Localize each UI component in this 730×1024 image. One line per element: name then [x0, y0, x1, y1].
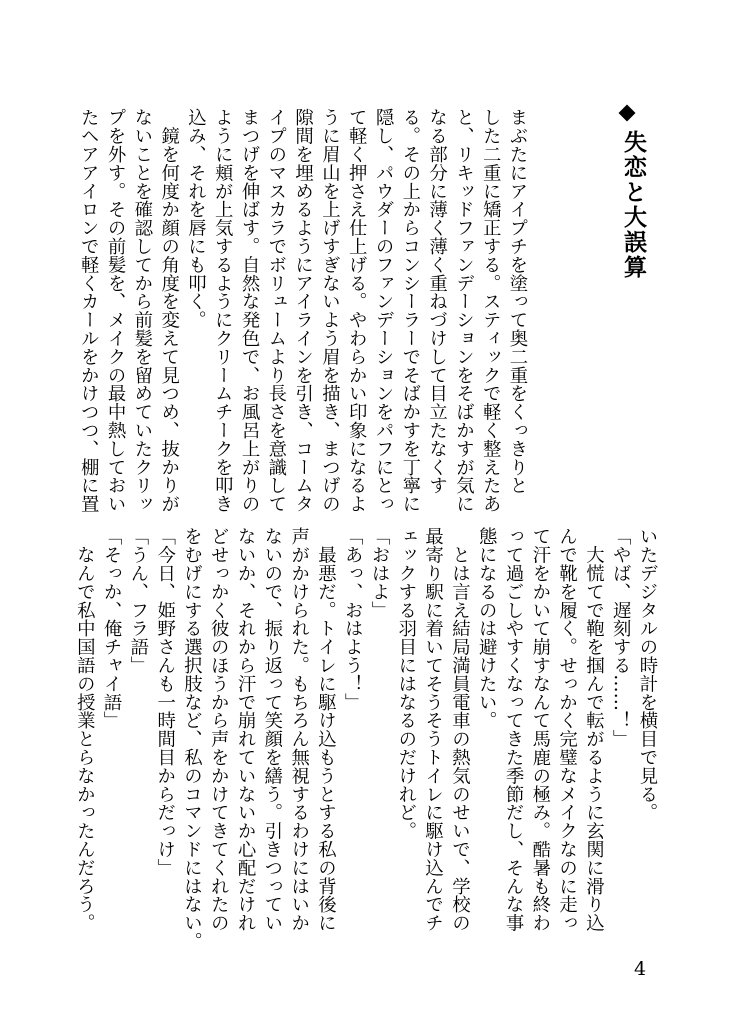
- text-line: 声がかけられた。もちろん無視するわけにはいか: [288, 527, 310, 932]
- page-number: 4: [633, 958, 647, 980]
- text-line: ェックする羽目にはなるのだけれど。: [395, 527, 417, 840]
- text-line: って過ごしやすくなってきた季節だし、そんな事: [503, 527, 525, 932]
- text-line: て汗をかいて崩すなんて馬鹿の極み。酷暑も終わ: [529, 527, 551, 932]
- text-line: 「そっか、俺チャイ語」: [101, 527, 123, 730]
- text-line: 「今日、姫野さんも一時間目からだっけ」: [154, 527, 176, 877]
- text-line: る。その上からコンシーラーでそばかすを丁寧に: [399, 108, 421, 513]
- text-line: たヘアアイロンで軽くカールをかけつつ、棚に置: [78, 108, 100, 513]
- text-line: 込み、それを唇にも叩く。: [185, 108, 207, 329]
- text-block-bottom: [74, 527, 660, 951]
- text-line: まぶたにアイプチを塗って奥二重をくっきりと: [507, 108, 528, 495]
- section-title: 失恋と大誤算: [620, 130, 647, 280]
- text-line: なる部分に薄く薄く重ねづけして目立たなくす: [426, 108, 448, 495]
- text-block-top: [78, 108, 530, 513]
- text-line: まつげを伸ばす。自然な発色で、お風呂上がりの: [239, 108, 261, 513]
- text-line: て軽く押さえ仕上げる。やわらかい印象になるよ: [346, 108, 368, 513]
- text-line: ように頬が上気するようにクリームチークを叩き: [212, 108, 234, 513]
- text-line: 「おはよ」: [369, 527, 391, 619]
- text-line: 隠し、パウダーのファンデーションをパフにとっ: [373, 108, 395, 513]
- text-line: 大慌てで鞄を掴んで転がるように玄関に滑り込: [583, 527, 605, 932]
- text-line: とは言え結局満員電車の熱気のせいで、学校の: [449, 527, 471, 932]
- diamond-bullet-icon: [619, 105, 636, 122]
- text-line: 最悪だ。トイレに駆け込もうとする私の背後に: [315, 527, 337, 932]
- text-line: をむげにする選択肢など、私のコマンドにはない。: [181, 527, 203, 951]
- text-line: いたデジタルの時計を横目で見る。: [637, 527, 658, 822]
- text-line: 隙間を埋めるようにアイラインを引き、コームタ: [292, 108, 314, 513]
- text-line: した二重に矯正する。スティックで軽く整えたあ: [480, 108, 502, 513]
- text-line: んで靴を履く。せっかく完璧なメイクなのに走っ: [556, 527, 578, 932]
- text-line: どせっかく彼のほうから声をかけてきてくれたの: [208, 527, 230, 932]
- text-line: 最寄り駅に着いてそうそうトイレに駆け込んでチ: [422, 527, 444, 932]
- text-line: プを外す。その前髪を、メイクの最中熱しておい: [105, 108, 127, 513]
- text-line: ないので、振り返って笑顔を繕う。引きつってい: [261, 527, 283, 932]
- text-line: ないことを確認してから前髪を留めていたクリッ: [131, 108, 153, 513]
- text-line: イプのマスカラでボリュームより長さを意識して: [265, 108, 287, 513]
- text-line: 「やば、遅刻する……！」: [610, 527, 632, 748]
- text-line: うに眉山を上げすぎないよう眉を描き、まつげの: [319, 108, 341, 513]
- text-line: と、リキッドファンデーションをそばかすが気に: [453, 108, 475, 513]
- text-line: 鏡を何度か顔の角度を変えて見つめ、抜かりが: [158, 108, 180, 513]
- text-line: 「うん、フラ語」: [127, 527, 149, 675]
- text-line: 態になるのは避けたい。: [476, 527, 498, 730]
- text-line: なんで私中国語の授業とらなかったんだろう。: [74, 527, 96, 932]
- text-line: ないか、それから汗で崩れていないか心配だけれ: [235, 527, 257, 932]
- text-line: 「あっ、おはよう！」: [342, 527, 364, 711]
